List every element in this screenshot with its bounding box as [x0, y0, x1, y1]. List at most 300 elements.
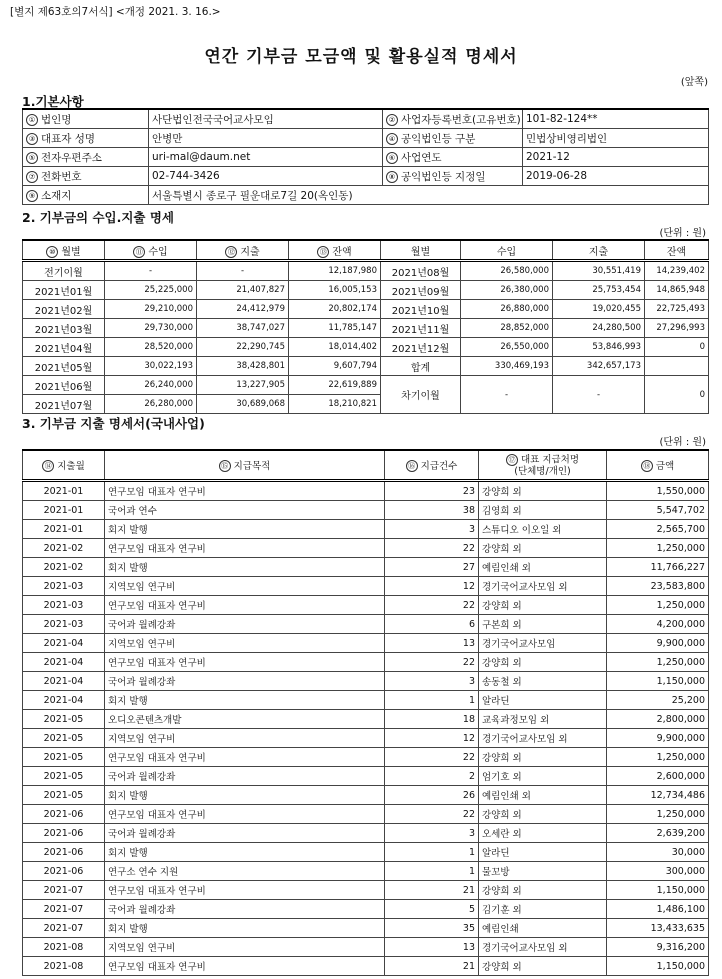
representative-cell: 구본희 외 [479, 615, 607, 634]
balance-cell: 12,187,980 [289, 261, 381, 281]
amount-cell: 2,565,700 [607, 520, 709, 539]
amount-cell: 5,547,702 [607, 501, 709, 520]
purpose-cell: 연구모임 대표자 연구비 [105, 748, 385, 767]
col-expense: 지출 [240, 246, 260, 258]
month-cell: 2021년06월 [23, 376, 105, 395]
expense-cell: - [197, 261, 289, 281]
count-cell: 3 [385, 824, 479, 843]
amount-cell: 30,000 [607, 843, 709, 862]
expense-month-cell: 2021-06 [23, 843, 105, 862]
income-cell: 26,380,000 [461, 281, 553, 300]
basic-info-row [23, 167, 709, 186]
table-row [23, 938, 709, 957]
purpose-cell: 국어과 월례강좌 [105, 767, 385, 786]
col-income-right: 수입 [461, 240, 553, 261]
amount-cell: 1,250,000 [607, 539, 709, 558]
section3-heading: 3. 기부금 지출 명세서(국내사업) [22, 416, 205, 431]
circle-number: ⑭ [42, 460, 54, 472]
carry-expense: - [553, 376, 645, 414]
representative-cell: 엄기호 외 [479, 767, 607, 786]
expense-cell: 30,689,068 [197, 395, 289, 414]
purpose-cell: 회지 발행 [105, 786, 385, 805]
expense-cell: 30,551,419 [553, 261, 645, 281]
income-expense-row [23, 300, 709, 319]
col-income: 수입 [148, 246, 168, 258]
expense-month-cell: 2021-06 [23, 862, 105, 881]
expense-cell: 19,020,455 [553, 300, 645, 319]
amount-cell: 1,250,000 [607, 653, 709, 672]
month-cell: 2021년07월 [23, 395, 105, 414]
amount-cell: 11,766,227 [607, 558, 709, 577]
table-row [23, 520, 709, 539]
table-row [23, 596, 709, 615]
circle-number: ⑯ [406, 460, 418, 472]
total-expense: 342,657,173 [553, 357, 645, 376]
table-row [23, 919, 709, 938]
month-cell: 2021년12월 [381, 338, 461, 357]
table-row [23, 957, 709, 976]
basic-info-row [23, 129, 709, 148]
expense-month-cell: 2021-07 [23, 900, 105, 919]
month-cell: 2021년10월 [381, 300, 461, 319]
income-expense-row [23, 261, 709, 281]
count-cell: 38 [385, 501, 479, 520]
field-label-text: 공익법인등 지정일 [401, 170, 486, 183]
circle-number: ⑦ [26, 171, 38, 183]
expense-cell: 22,290,745 [197, 338, 289, 357]
field-label [23, 167, 149, 186]
basic-info-row [23, 109, 709, 129]
expense-cell: 38,747,027 [197, 319, 289, 338]
month-cell: 2021년02월 [23, 300, 105, 319]
count-cell: 35 [385, 919, 479, 938]
field-label [23, 148, 149, 167]
balance-cell: 22,725,493 [645, 300, 709, 319]
purpose-cell: 지역모임 연구비 [105, 577, 385, 596]
total-label: 합계 [381, 357, 461, 376]
expense-month-cell: 2021-08 [23, 938, 105, 957]
circle-number: ⑮ [219, 460, 231, 472]
expense-month-cell: 2021-05 [23, 748, 105, 767]
col-purpose: 지급목적 [233, 460, 271, 472]
month-cell: 2021년11월 [381, 319, 461, 338]
representative-cell: 알라딘 [479, 691, 607, 710]
representative-cell: 예림인쇄 외 [479, 558, 607, 577]
basic-info-row [23, 148, 709, 167]
table-row [23, 634, 709, 653]
col-month: 월별 [61, 246, 81, 258]
col-representative: 대표 지급처명 [520, 454, 580, 465]
field-value: 사단법인전국국어교사모임 [149, 109, 383, 129]
col-expense-right: 지출 [553, 240, 645, 261]
count-cell: 13 [385, 634, 479, 653]
expense-month-cell: 2021-04 [23, 653, 105, 672]
amount-cell: 1,150,000 [607, 672, 709, 691]
amount-cell: 1,150,000 [607, 957, 709, 976]
income-cell: 26,240,000 [105, 376, 197, 395]
table-row [23, 558, 709, 577]
income-cell: 26,550,000 [461, 338, 553, 357]
amount-cell: 13,433,635 [607, 919, 709, 938]
field-value: 101-82-124** [523, 109, 709, 129]
carry-balance: 0 [645, 376, 709, 414]
expense-month-cell: 2021-04 [23, 691, 105, 710]
field-label-text: 사업자등록번호(고유번호) [401, 113, 521, 126]
balance-cell: 14,865,948 [645, 281, 709, 300]
purpose-cell: 지역모임 연구비 [105, 729, 385, 748]
income-cell: 26,280,000 [105, 395, 197, 414]
balance-cell: 20,802,174 [289, 300, 381, 319]
income-expense-row [23, 281, 709, 300]
section2-heading: 2. 기부금의 수입.지출 명세 [22, 210, 175, 225]
expense-month-cell: 2021-01 [23, 481, 105, 501]
field-value: uri-mal@daum.net [149, 148, 383, 167]
count-cell: 3 [385, 520, 479, 539]
representative-cell: 교육과정모임 외 [479, 710, 607, 729]
month-cell: 2021년04월 [23, 338, 105, 357]
expense-cell: 21,407,827 [197, 281, 289, 300]
income-expense-row [23, 338, 709, 357]
representative-cell: 강양희 외 [479, 596, 607, 615]
count-cell: 23 [385, 481, 479, 501]
amount-cell: 9,900,000 [607, 729, 709, 748]
count-cell: 1 [385, 843, 479, 862]
purpose-cell: 지역모임 연구비 [105, 938, 385, 957]
representative-cell: 경기국어교사모임 외 [479, 577, 607, 596]
month-cell: 2021년01월 [23, 281, 105, 300]
representative-cell: 강양희 외 [479, 957, 607, 976]
table-row [23, 710, 709, 729]
expense-month-cell: 2021-06 [23, 824, 105, 843]
amount-cell: 9,900,000 [607, 634, 709, 653]
table-row [23, 653, 709, 672]
total-income: 330,469,193 [461, 357, 553, 376]
income-expense-table [22, 239, 709, 414]
field-label [383, 109, 523, 129]
amount-cell: 25,200 [607, 691, 709, 710]
representative-cell: 예림인쇄 외 [479, 786, 607, 805]
amount-cell: 300,000 [607, 862, 709, 881]
count-cell: 12 [385, 729, 479, 748]
balance-cell: 9,607,794 [289, 357, 381, 376]
count-cell: 22 [385, 596, 479, 615]
count-cell: 3 [385, 672, 479, 691]
field-value: 민법상비영리법인 [523, 129, 709, 148]
representative-cell: 스튜디오 이오일 외 [479, 520, 607, 539]
purpose-cell: 연구모임 대표자 연구비 [105, 596, 385, 615]
count-cell: 18 [385, 710, 479, 729]
count-cell: 6 [385, 615, 479, 634]
field-label-text: 전화번호 [41, 170, 82, 183]
field-label-text: 사업연도 [401, 151, 442, 164]
field-label-text: 전자우편주소 [41, 151, 102, 164]
table-row [23, 501, 709, 520]
income-cell: 28,852,000 [461, 319, 553, 338]
circle-number: ⑨ [26, 190, 38, 202]
amount-cell: 2,639,200 [607, 824, 709, 843]
expense-cell: 24,280,500 [553, 319, 645, 338]
amount-cell: 1,250,000 [607, 748, 709, 767]
col-month-right: 월별 [381, 240, 461, 261]
expense-cell: 13,227,905 [197, 376, 289, 395]
count-cell: 22 [385, 805, 479, 824]
expense-month-cell: 2021-02 [23, 558, 105, 577]
count-cell: 22 [385, 748, 479, 767]
income-cell: 26,580,000 [461, 261, 553, 281]
expense-month-cell: 2021-01 [23, 520, 105, 539]
expense-month-cell: 2021-02 [23, 539, 105, 558]
expense-month-cell: 2021-03 [23, 596, 105, 615]
circle-number: ③ [26, 133, 38, 145]
table-row [23, 805, 709, 824]
representative-cell: 강양희 외 [479, 748, 607, 767]
col-balance: 잔액 [332, 246, 352, 258]
field-label-text: 대표자 성명 [41, 132, 96, 145]
count-cell: 22 [385, 539, 479, 558]
count-cell: 21 [385, 881, 479, 900]
expense-month-cell: 2021-05 [23, 786, 105, 805]
month-cell: 2021년09월 [381, 281, 461, 300]
purpose-cell: 연구모임 대표자 연구비 [105, 957, 385, 976]
purpose-cell: 연구모임 대표자 연구비 [105, 481, 385, 501]
purpose-cell: 연구모임 대표자 연구비 [105, 805, 385, 824]
domestic-expense-table [22, 449, 709, 976]
income-cell: 25,225,000 [105, 281, 197, 300]
table-row [23, 767, 709, 786]
month-cell: 2021년08월 [381, 261, 461, 281]
domestic-expense-header [23, 450, 709, 481]
expense-cell: 24,412,979 [197, 300, 289, 319]
field-label-text: 공익법인등 구분 [401, 132, 476, 145]
count-cell: 27 [385, 558, 479, 577]
col-balance-right: 잔액 [645, 240, 709, 261]
balance-cell: 27,296,993 [645, 319, 709, 338]
income-cell: 30,022,193 [105, 357, 197, 376]
circle-number: ⑱ [641, 460, 653, 472]
balance-cell: 14,239,402 [645, 261, 709, 281]
representative-cell: 물꼬방 [479, 862, 607, 881]
field-label [23, 186, 149, 205]
representative-cell: 김영희 외 [479, 501, 607, 520]
amount-cell: 9,316,200 [607, 938, 709, 957]
representative-cell: 경기국어교사모임 외 [479, 938, 607, 957]
income-expense-row [23, 319, 709, 338]
field-label-text: 법인명 [41, 113, 72, 126]
purpose-cell: 연구모임 대표자 연구비 [105, 881, 385, 900]
field-value: 02-744-3426 [149, 167, 383, 186]
amount-cell: 2,800,000 [607, 710, 709, 729]
representative-cell: 예림인쇄 [479, 919, 607, 938]
circle-number: ⑫ [225, 246, 237, 258]
count-cell: 1 [385, 862, 479, 881]
table-row [23, 843, 709, 862]
amount-cell: 23,583,800 [607, 577, 709, 596]
carry-income: - [461, 376, 553, 414]
count-cell: 1 [385, 691, 479, 710]
income-cell: 29,210,000 [105, 300, 197, 319]
amount-cell: 1,550,000 [607, 481, 709, 501]
count-cell: 26 [385, 786, 479, 805]
count-cell: 13 [385, 938, 479, 957]
carry-label: 차기이월 [381, 376, 461, 414]
col-expense-month: 지출월 [57, 460, 85, 472]
expense-cell: 25,753,454 [553, 281, 645, 300]
amount-cell: 2,600,000 [607, 767, 709, 786]
amount-cell: 1,150,000 [607, 881, 709, 900]
purpose-cell: 국어과 월례강좌 [105, 824, 385, 843]
representative-cell: 강양희 외 [479, 881, 607, 900]
balance-cell: 18,210,821 [289, 395, 381, 414]
circle-number: ⑤ [26, 152, 38, 164]
field-label-text: 소재지 [41, 189, 72, 202]
representative-cell: 강양희 외 [479, 481, 607, 501]
income-cell: 29,730,000 [105, 319, 197, 338]
table-row [23, 577, 709, 596]
purpose-cell: 연구소 연수 지원 [105, 862, 385, 881]
section2-unit: (단위 : 원) [659, 228, 706, 239]
representative-cell: 알라딘 [479, 843, 607, 862]
balance-cell: 16,005,153 [289, 281, 381, 300]
field-value: 2021-12 [523, 148, 709, 167]
income-cell: 26,880,000 [461, 300, 553, 319]
col-amount: 금액 [655, 460, 675, 472]
count-cell: 2 [385, 767, 479, 786]
circle-number: ⑰ [506, 454, 518, 466]
purpose-cell: 국어과 연수 [105, 501, 385, 520]
circle-number: ① [26, 114, 38, 126]
balance-cell: 11,785,147 [289, 319, 381, 338]
expense-month-cell: 2021-07 [23, 881, 105, 900]
circle-number: ⑩ [46, 246, 58, 258]
expense-month-cell: 2021-04 [23, 634, 105, 653]
count-cell: 12 [385, 577, 479, 596]
expense-month-cell: 2021-07 [23, 919, 105, 938]
expense-month-cell: 2021-04 [23, 672, 105, 691]
table-row [23, 615, 709, 634]
circle-number: ⑥ [386, 152, 398, 164]
section1-heading: 1.기본사항 [22, 94, 84, 109]
balance-cell: 18,014,402 [289, 338, 381, 357]
representative-cell: 경기국어교사모임 외 [479, 729, 607, 748]
address-value: 서울특별시 종로구 필운대로7길 20(옥인동) [149, 186, 709, 205]
representative-cell: 오세란 외 [479, 824, 607, 843]
document-title: 연간 기부금 모금액 및 활용실적 명세서 [204, 47, 518, 67]
table-row [23, 862, 709, 881]
basic-info-row [23, 186, 709, 205]
field-label [23, 109, 149, 129]
purpose-cell: 회지 발행 [105, 520, 385, 539]
income-cell: 28,520,000 [105, 338, 197, 357]
month-cell: 2021년03월 [23, 319, 105, 338]
amount-cell: 1,250,000 [607, 596, 709, 615]
income-expense-row [23, 376, 709, 395]
income-expense-header [23, 240, 709, 261]
expense-month-cell: 2021-05 [23, 710, 105, 729]
circle-number: ⑬ [317, 246, 329, 258]
month-cell: 전기이월 [23, 261, 105, 281]
income-expense-row [23, 357, 709, 376]
representative-cell: 강양희 외 [479, 653, 607, 672]
table-row [23, 481, 709, 501]
table-row [23, 672, 709, 691]
circle-number: ⑪ [133, 246, 145, 258]
balance-cell: 22,619,889 [289, 376, 381, 395]
purpose-cell: 오디오콘텐츠개발 [105, 710, 385, 729]
income-cell: - [105, 261, 197, 281]
purpose-cell: 회지 발행 [105, 919, 385, 938]
field-value: 안병만 [149, 129, 383, 148]
circle-number: ④ [386, 133, 398, 145]
expense-month-cell: 2021-08 [23, 957, 105, 976]
col-representative-sub: (단체명/개인) [514, 465, 571, 477]
amount-cell: 12,734,486 [607, 786, 709, 805]
purpose-cell: 국어과 월례강좌 [105, 615, 385, 634]
count-cell: 22 [385, 653, 479, 672]
table-row [23, 824, 709, 843]
table-row [23, 729, 709, 748]
field-label [383, 148, 523, 167]
table-row [23, 539, 709, 558]
representative-cell: 강양희 외 [479, 805, 607, 824]
purpose-cell: 회지 발행 [105, 558, 385, 577]
expense-cell: 53,846,993 [553, 338, 645, 357]
expense-cell: 38,428,801 [197, 357, 289, 376]
field-label [383, 129, 523, 148]
table-row [23, 900, 709, 919]
representative-cell: 강양희 외 [479, 539, 607, 558]
section3-unit: (단위 : 원) [659, 437, 706, 448]
expense-month-cell: 2021-05 [23, 729, 105, 748]
purpose-cell: 지역모임 연구비 [105, 634, 385, 653]
circle-number: ② [386, 114, 398, 126]
table-row [23, 786, 709, 805]
month-cell: 2021년05월 [23, 357, 105, 376]
expense-month-cell: 2021-06 [23, 805, 105, 824]
count-cell: 5 [385, 900, 479, 919]
circle-number: ⑧ [386, 171, 398, 183]
expense-month-cell: 2021-03 [23, 615, 105, 634]
amount-cell: 1,250,000 [607, 805, 709, 824]
purpose-cell: 연구모임 대표자 연구비 [105, 653, 385, 672]
form-note: [별지 제63호의7서식] <개정 2021. 3. 16.> [10, 6, 221, 18]
amount-cell: 1,486,100 [607, 900, 709, 919]
count-cell: 21 [385, 957, 479, 976]
expense-month-cell: 2021-03 [23, 577, 105, 596]
field-value: 2019-06-28 [523, 167, 709, 186]
expense-month-cell: 2021-01 [23, 501, 105, 520]
purpose-cell: 연구모임 대표자 연구비 [105, 539, 385, 558]
total-balance [645, 357, 709, 376]
table-row [23, 691, 709, 710]
expense-month-cell: 2021-05 [23, 767, 105, 786]
representative-cell: 경기국어교사모임 [479, 634, 607, 653]
purpose-cell: 회지 발행 [105, 691, 385, 710]
page-side-label: (앞쪽) [680, 77, 708, 88]
purpose-cell: 국어과 월례강좌 [105, 672, 385, 691]
table-row [23, 881, 709, 900]
field-label [383, 167, 523, 186]
purpose-cell: 국어과 월례강좌 [105, 900, 385, 919]
representative-cell: 송동철 외 [479, 672, 607, 691]
col-count: 지급건수 [420, 460, 458, 472]
purpose-cell: 회지 발행 [105, 843, 385, 862]
table-row [23, 748, 709, 767]
representative-cell: 김기훈 외 [479, 900, 607, 919]
balance-cell: 0 [645, 338, 709, 357]
field-label [23, 129, 149, 148]
amount-cell: 4,200,000 [607, 615, 709, 634]
basic-info-table [22, 108, 709, 205]
